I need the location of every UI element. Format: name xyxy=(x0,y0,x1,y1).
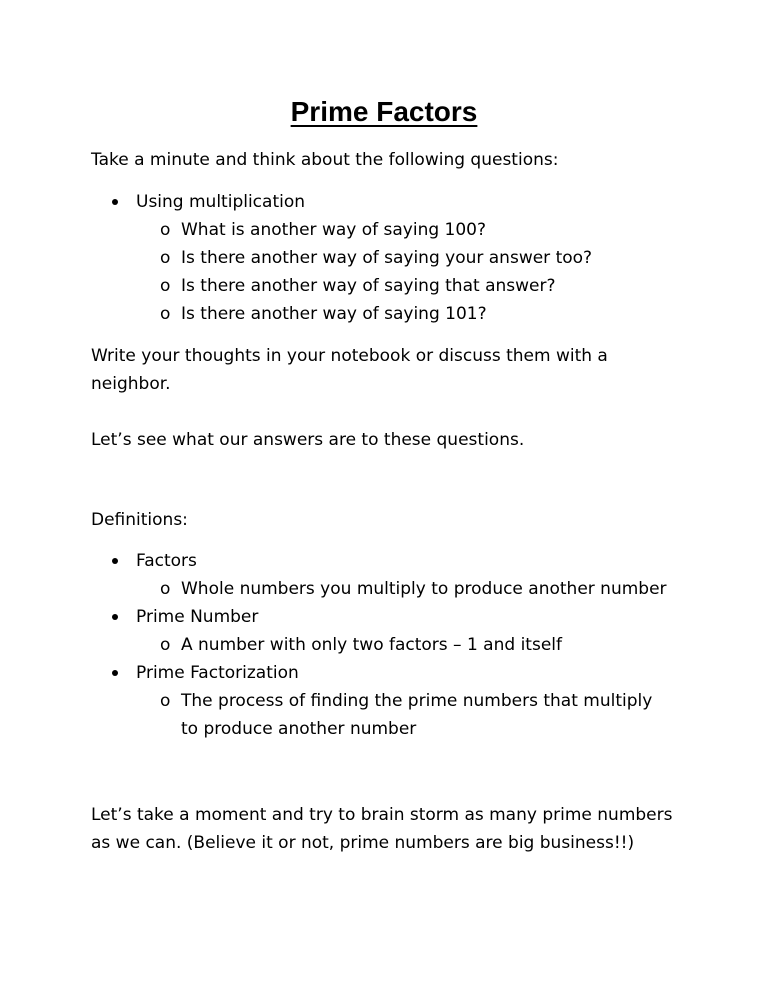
definitions-heading: Definitions: xyxy=(91,510,188,530)
list-item xyxy=(136,244,672,272)
definition-meaning: Whole numbers you multiply to produce another number xyxy=(181,579,667,599)
page-title: Prime Factors xyxy=(290,96,478,127)
circle-bullet-icon: o xyxy=(160,248,171,268)
definition-meaning: A number with only two factors – 1 and itself xyxy=(181,635,562,655)
list-item xyxy=(136,687,672,743)
definitions-list xyxy=(112,547,672,743)
bullet-icon xyxy=(112,199,118,205)
list-item xyxy=(112,603,672,659)
list-item xyxy=(136,272,672,300)
question-text: Is there another way of saying your answer too? xyxy=(181,248,593,268)
definition-term: Factors xyxy=(136,551,197,571)
circle-bullet-icon: o xyxy=(160,579,171,599)
question-text: Is there another way of saying 101? xyxy=(181,304,487,324)
list-item xyxy=(112,659,672,743)
circle-bullet-icon: o xyxy=(160,691,171,711)
bullet-icon xyxy=(112,670,118,676)
bullet-icon xyxy=(112,614,118,620)
definition-meaning: The process of finding the prime numbers that multiply to produce another number xyxy=(181,691,653,739)
list-item xyxy=(136,631,672,659)
sub-list xyxy=(136,631,672,659)
questions-list xyxy=(112,188,672,328)
circle-bullet-icon: o xyxy=(160,220,171,240)
list-item xyxy=(112,547,672,603)
question-text: What is another way of saying 100? xyxy=(181,220,487,240)
list-item xyxy=(136,216,672,244)
list-item xyxy=(136,300,672,328)
circle-bullet-icon: o xyxy=(160,276,171,296)
closing-text: Let’s take a moment and try to brain storm as many prime numbers as we can. (Believe it or not, prime numbers are big business!!) xyxy=(91,805,673,853)
circle-bullet-icon: o xyxy=(160,304,171,324)
intro-text: Take a minute and think about the following questions: xyxy=(91,150,559,170)
write-prompt-text: Write your thoughts in your notebook or discuss them with a neighbor. xyxy=(91,346,608,394)
question-text: Is there another way of saying that answer? xyxy=(181,276,556,296)
questions-label: Using multiplication xyxy=(136,192,306,212)
sub-list xyxy=(136,216,672,328)
sub-list xyxy=(136,575,672,603)
definition-term: Prime Factorization xyxy=(136,663,299,683)
bullet-icon xyxy=(112,558,118,564)
list-item xyxy=(136,575,672,603)
list-item xyxy=(112,188,672,328)
sub-list xyxy=(136,687,672,743)
answers-prompt-text: Let’s see what our answers are to these questions. xyxy=(91,430,525,450)
definition-term: Prime Number xyxy=(136,607,259,627)
circle-bullet-icon: o xyxy=(160,635,171,655)
